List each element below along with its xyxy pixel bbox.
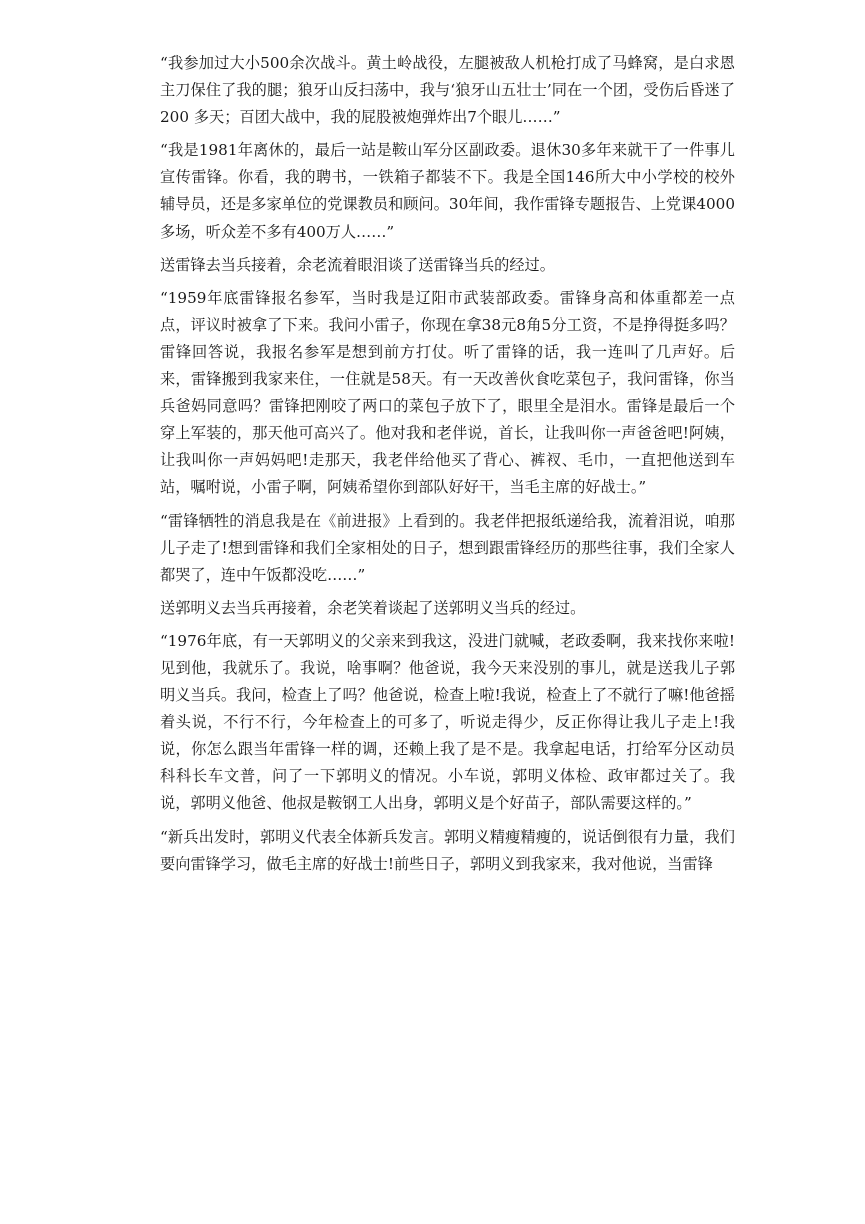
paragraph-leifeng-sacrifice: “雷锋牺牲的消息我是在《前进报》上看到的。我老伴把报纸递给我，流着泪说，咱那儿子走了!想到雷锋和我们全家相处的日子，想到跟雷锋经历的那些往事，我们全家人都哭了，连中午饭都没吃……” (160, 511, 735, 584)
document-body (160, 50, 735, 878)
paragraph-retirement: “我是1981年离休的，最后一站是鞍山军分区副政委。退休30多年来就干了一件事儿宣传雷锋。你看，我的聘书，一铁箱子都装不下。我是全国146所大中小学校的校外辅导员，还是多家单位的党课教员和顾问。30年间，我作雷锋专题报告、上党课4000多场，听众差不多有400万人……” (160, 141, 735, 241)
paragraph-guomingyi-heading: 送郭明义去当兵再接着，余老笑着谈起了送郭明义当兵的经过。 (160, 598, 586, 617)
paragraph-leifeng-enlist: “1959年底雷锋报名参军，当时我是辽阳市武装部政委。雷锋身高和体重都差一点点，评议时被拿了下来。我问小雷子，你现在拿38元8角5分工资，不是挣得挺多吗？雷锋回答说，我报名参军是想到前方打仗。听了雷锋的话，我一连叫了几声好。后来，雷锋搬到我家来住，一住就是58天。有一天改善伙食吃菜包子，我问雷锋，你当兵爸妈同意吗？雷锋把刚咬了两口的菜包子放下了，眼里全是泪水。雷锋是最后一个穿上军装的，那天他可高兴了。他对我和老伴说，首长，让我叫你一声爸爸吧!阿姨，让我叫你一声妈妈吧!走那天，我老伴给他买了背心、裤衩、毛巾，一直把他送到车站，嘱咐说，小雷子啊，阿姨希望你到部队好好干，当毛主席的好战士。” (160, 288, 735, 497)
paragraph-guomingyi-enlist: “1976年底，有一天郭明义的父亲来到我这，没进门就喊，老政委啊，我来找你来啦!见到他，我就乐了。我说，啥事啊？他爸说，我今天来没别的事儿，就是送我儿子郭明义当兵。我问，检查上了吗？他爸说，检查上啦!我说，检查上了不就行了嘛!他爸摇着头说，不行不行，今年检查上的可多了，听说走得少，反正你得让我儿子走上!我说，你怎么跟当年雷锋一样的调，还赖上我了是不是。我拿起电话，打给军分区动员科科长车文普，问了一下郭明义的情况。小车说，郭明义体检、政审都过关了。我说，郭明义他爸、他叔是鞍钢工人出身，郭明义是个好苗子，部队需要这样的。” (160, 631, 735, 813)
paragraph-guomingyi-departure: “新兵出发时，郭明义代表全体新兵发言。郭明义精瘦精瘦的，说话倒很有力量，我们要向雷锋学习，做毛主席的好战士!前些日子，郭明义到我家来，我对他说，当雷锋 (160, 827, 735, 873)
paragraph-battles: “我参加过大小500余次战斗。黄土岭战役，左腿被敌人机枪打成了马蜂窝，是白求恩主刀保住了我的腿；狼牙山反扫荡中，我与‘狼牙山五壮士’同在一个团，受伤后昏迷了 200 多天；百团大战中，我的屁股被炮弹炸出7个眼儿……” (160, 54, 735, 127)
paragraph-leifeng-heading: 送雷锋去当兵接着，余老流着眼泪谈了送雷锋当兵的经过。 (160, 255, 555, 274)
